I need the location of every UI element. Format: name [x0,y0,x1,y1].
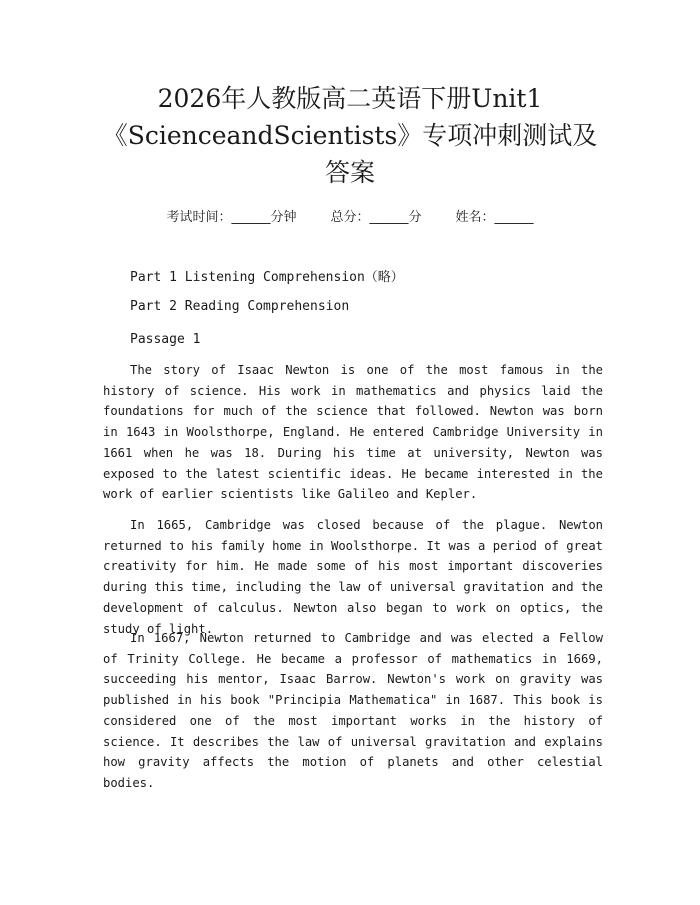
title-line-2: 《ScienceandScientists》专项冲刺测试及 [102,121,598,150]
document-title [60,80,640,191]
paragraph-3: In 1667, Newton returned to Cambridge and was elected a Fellow of Trinity College. He became a professor of mathematics in 1669, succeeding his mentor, Isaac Barrow. Newton's work on gravity was published in his book "Principia Mathematica" in 1687. This book is considered one of the most important works in the history of science. It describes the law of universal gravitation and explains how gravity affects the motion of planets and other celestial bodies. [103,631,603,790]
time-blank: ______ [231,210,271,225]
exam-info-line [0,206,700,225]
passage-heading: Passage 1 [130,332,201,347]
part2-heading: Part 2 Reading Comprehension [130,299,350,314]
time-label: 考试时间： [166,210,232,225]
name-blank: ______ [494,210,534,225]
name-label: 姓名： [455,210,495,225]
title-line-3: 答案 [324,158,375,187]
score-blank: ______ [369,210,409,225]
part1-heading: Part 1 Listening Comprehension（略） [130,270,404,285]
score-label: 总分： [330,210,370,225]
paragraph-1: The story of Isaac Newton is one of the most famous in the history of science. His work in mathematics and physics laid the foundations for much of the science that followed. Newton was born in 1643 in Woolsthorpe, England. He entered Cambridge University in 1661 when he was 18. During his time at university, Newton was exposed to the latest scientific ideas. He became interested in the work of earlier scientists like Galileo and Kepler. [103,363,603,502]
title-line-1: 2026年人教版高二英语下册Unit1 [157,84,543,113]
score-unit: 分 [408,210,422,225]
time-unit: 分钟 [270,210,297,225]
paragraph-2: In 1665, Cambridge was closed because of the plague. Newton returned to his family home in Woolsthorpe. It was a period of great creativity for him. He made some of his most important discoveries during this time, including the law of universal gravitation and the development of calculus. Newton also began to work on optics, the study of light. [103,518,603,636]
